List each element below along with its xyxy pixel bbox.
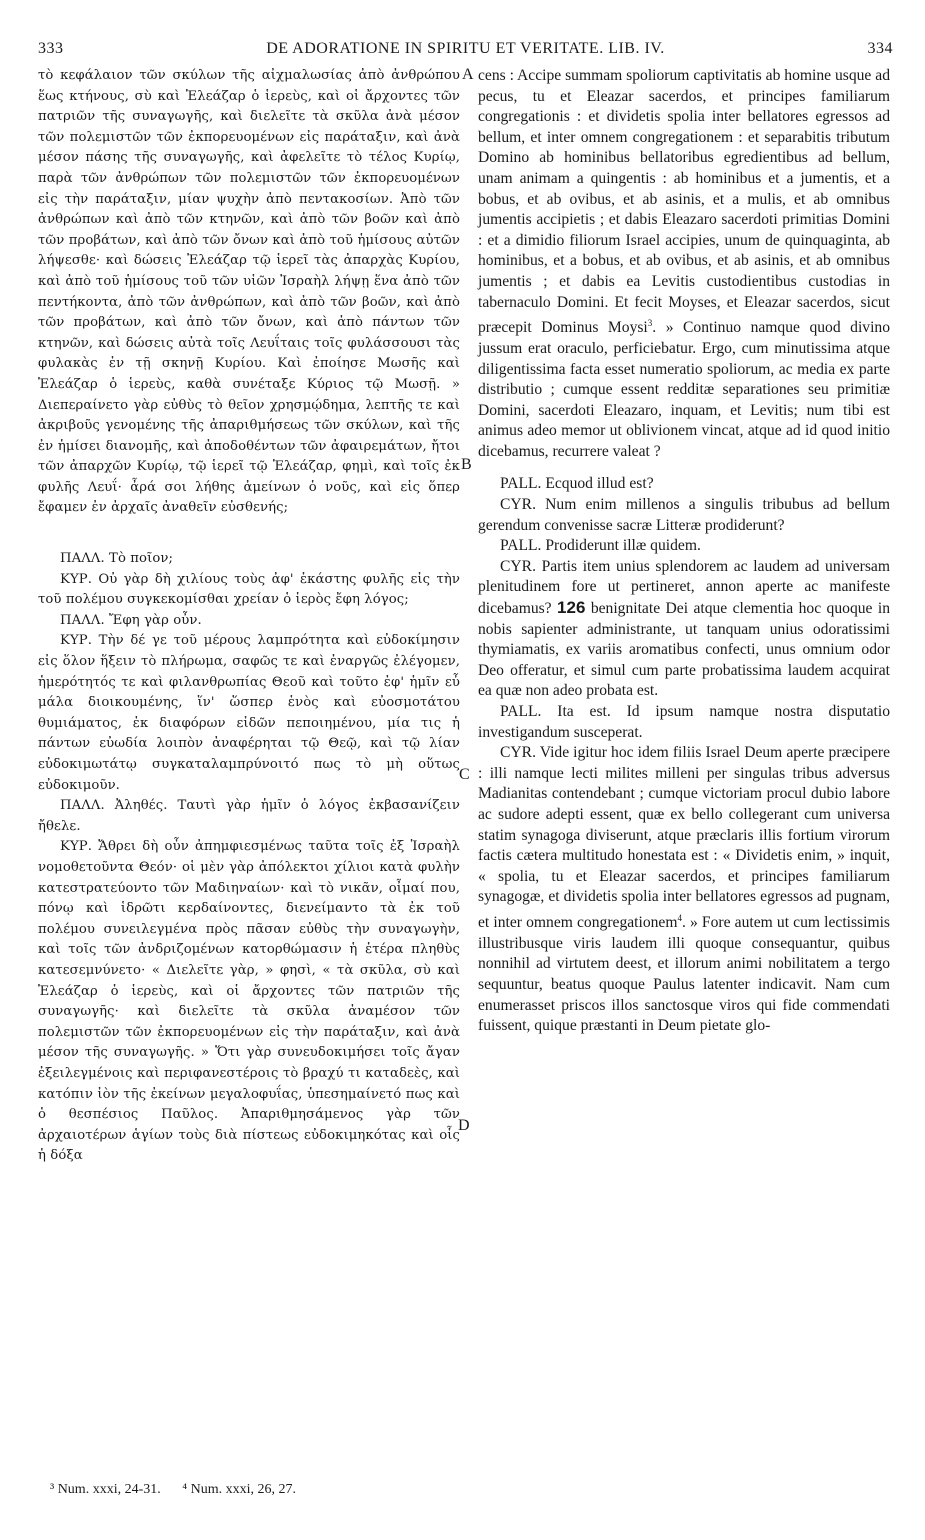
latin-text: benignitate Dei atque clementia hoc quoque in nobis sapienter administrante, ut tanquam unius odoratissimi thymiamatis, ex variis aromatibus confecti, unus omnium odor Deo offeratur, et simul cum parte probatissima laudem acquirat ea quæ non adeo probata est. [478,600,891,700]
greek-paragraph-5: ΚΥΡ. Τὴν δέ γε τοῦ μέρους λαμπρότητα καὶ εὐδοκίμησιν εἰς ὅλον ἥξειν τὸ πλήρωμα, σαφῶς τε καὶ ἐναργῶς ἐλέγομεν, ἡμερότητός τε καὶ φιλανθρωπίας Θεοῦ καὶ τοῦτο ἐφ' ἡμῖν εὖ μάλα διοικουμένης, ἵν' ὥσπερ ἑνὸς καὶ εὐοσμοτάτου θυμιάματος, ἐκ διαφόρων εἰδῶν πεποιημένου, μία τις ἡ πάντων εὐωδία λοιπὸν ἀναφέρηται τῷ Θεῷ, καὶ τῷ λίαν εὐδοκιμωτάτῳ συγκαταλαμπρύνοιτό πως τὸ μὴ οὕτως εὐδοκιμοῦν. [38,633,460,793]
margin-letter-c: C [459,766,470,783]
latin-paragraph-7 [478,743,890,1037]
footnotes [50,1482,314,1498]
greek-paragraph-7: ΚΥΡ. Ἄθρει δὴ οὖν ἀπημφιεσμένως ταῦτα τοῖς ἐξ Ἰσραὴλ νομοθετοῦντα Θεόν· οἱ μὲν γὰρ ἀπόλεκτοι χίλιοι κατὰ φυλὴν κατεστρατεύοντο τῶν Μαδιηναίων· καὶ τὸ νικᾶν, οἶμαί που, πόνῳ καὶ ἱδρῶτι κερδαίνοντες, διενείμαντο τὰ ἐκ τοῦ πολέμου συνειλεγμένα πρὸς πᾶσαν εὐθὺς τὴν συναγωγὴν, καὶ τοῖς τῶν ἀνδριζομένων κατορθώμασιν ἡ ἑτέρα πληθὺς κατεσεμνύνετο· « Διελεῖτε γὰρ, » φησὶ, « τὰ σκῦλα, σὺ καὶ Ἐλεάζαρ ὁ ἱερεὺς, καὶ οἱ ἄρχοντες τῶν πατριῶν τῆς συναγωγῆς· καὶ διελεῖτε τὰ σκῦλα ἀναμέσον τῶν πολεμιστῶν τῶν ἐκπορευομένων εἰς τὴν παράταξιν, καὶ ἀνὰ μέσον τῆς συναγωγῆς. » Ὅτι γὰρ συνευδοκιμήσει τοῖς ἄγαν ἐξειλεγμένοις καὶ περιφανεστέροις τὸ βραχύ τι καταδεὲς, καὶ κατόπιν ἰὸν τῆς ἐκείνων μεγαλοφυΐας, ὑπεσημαίνετό πως καὶ ὁ θεσπέσιος Παῦλος. Ἀπαριθμησάμενος γὰρ τῶν ἀρχαιοτέρων ἁγίων τοὺς διὰ πίστεως εὐδοκιμηκότας καὶ οἷς ἡ δόξα [38,839,460,1164]
latin-text: CYR. Vide igitur hoc idem filiis Israel Deum aperte præcipere : illi namque lecti milites milleni per singulas tribus adversus Madianitas contendebant ; cumque victoriam procul dubio labore ac sudore adepti essent, quæ ex bello collegerant cum universa statim synagoga diviserunt, atque præclaris illis fortium virorum factis cætera multitudo honestata est : « Dividetis enim, » inquit, « spolia, tu et Eleazar sacerdos, et principes familiarum synagogæ, et dividetis spolia inter bellatores egressos ad pugnam, et inter omnem congregationem [478,744,890,932]
greek-paragraph-3: ΚΥΡ. Οὐ γὰρ δὴ χιλίους τοὺς ἀφ' ἑκάστης φυλῆς εἰς τὴν τοῦ πολέμου συγκεκομίσθαι χρείαν ὁ ἱερὸς ἔφη λόγος; [38,571,460,608]
latin-paragraph-6: PALL. Ita est. Id ipsum namque nostra disputatio investigandum susceperat. [478,703,890,741]
latin-paragraph-5 [478,557,890,702]
margin-letter-d: D [458,1117,470,1134]
latin-text: . » Continuo namque quod divino jussum erat oraculo, perficiebatur. Ergo, cum minutissima atque diligentissima facta esset numeratio spoliorum, ac media ex parte distributio ; cumque essent redditæ separationes seu primitiæ Domini, sacerdoti Eleazaro, inquam, et Levitis; num tibi est animus adeo memor ut oblivionem vincat, atque ad id quod initio dicebamus, recurrere valeat ? [478,319,891,460]
footnote-3: ³ Num. xxxi, 24-31. [50,1482,161,1497]
latin-column [478,66,890,1037]
latin-paragraph-2: PALL. Ecquod illud est? [500,475,654,493]
footnote-4: ⁴ Num. xxxi, 26, 27. [182,1482,297,1497]
running-title: DE ADORATIONE IN SPIRITU ET VERITATE. LIB. IV. [266,40,665,57]
margin-letter-b: B [461,456,472,473]
page-header [38,40,893,64]
footnote-ref-3: 3 [647,318,653,329]
latin-paragraph-4: PALL. Prodiderunt illæ quidem. [500,537,701,555]
latin-text: . » Fore autem ut cum lectissimis illustribusque viris laudem illi quoque consequantur, quibus nonnihil ad virtutem deest, et illorum animi nobilitatem a tergo sequuntur, beatus quoque Paulus latenter indicavit. Nam cum enumerasset priscos illos sanctosque viros qui fide commendati fuissent, quique præstanti in Deum pietate glo- [478,914,890,1035]
latin-text: CYR. Partis item unius splendorem ac laudem ad universam plenitudinem fore ut pertineret, annon aperte ac manifeste dicebamus? [478,557,890,618]
latin-text: cens : Accipe summam spoliorum captivitatis ab homine usque ad pecus, tu et Eleazar sacerdos, et principes familiarum congregationis : et dividetis spolia inter bellatores egressos ad bellum, et inter omnem congregationem : et separabitis tributum Domino ab hominibus bellatoribus egredientibus ad bellum, unam animam a quingentis : ab hominibus et a jumentis, et a bobus, et ab ovibus, et ab asinis, et a mulis, et ab omnibus jumentis accipietis ; et dabis Eleazaro sacerdoti primitias Domini : et a dimidio filiorum Israel accipies, unum de quinquaginta, ab hominibus, et a bobus, et ab ovibus, et ab asinis, et ab omnibus jumentis ; et dabis ea Levitis custodientibus custodias in tabernaculo Domini. Et fecit Moyses, et Eleazar sacerdos, sicut præcepit Dominus Moysi [478,67,890,337]
left-page-number: 333 [38,40,64,57]
greek-paragraph-1: τὸ κεφάλαιον τῶν σκύλων τῆς αἰχμαλωσίας ἀπὸ ἀνθρώπου ἕως κτήνους, σὺ καὶ Ἐλεάζαρ ὁ ἱερεὺς, καὶ οἱ ἄρχοντες τῶν πατριῶν τῆς συναγωγῆς, καὶ διελεῖτε τὰ σκῦλα ἀνὰ μέσον τῶν πολεμιστῶν τῶν ἐκπορευομένων εἰς παράταξιν, καὶ ἀνὰ μέσον πάσης τῆς συναγωγῆς, καὶ ἀφελεῖτε τὸ τέλος Κυρίῳ, παρὰ τῶν ἀνθρώπων τῶν πολεμιστῶν τῶν ἐκπορευομένων εἰς τὴν παράταξιν, μίαν ψυχὴν ἀπὸ πεντακοσίων. Ἀπὸ τῶν ἀνθρώπων καὶ ἀπὸ τῶν κτηνῶν, καὶ ἀπὸ τῶν βοῶν καὶ ἀπὸ τῶν προβάτων, καὶ ἀπὸ τῶν ὄνων καὶ ἀπὸ τοῦ ἡμίσους αὐτῶν λήψεσθε· καὶ δώσεις Ἐλεάζαρ τῷ ἱερεῖ τὰς ἀπαρχὰς Κυρίου, καὶ ἀπὸ τοῦ ἡμίσους τοῦ τῶν υἱῶν Ἰσραὴλ λήψῃ ἕνα ἀπὸ τῶν πεντήκοντα, ἀπὸ τῶν ἀνθρώπων, καὶ ἀπὸ τῶν βοῶν, καὶ ἀπὸ τῶν προβάτων, καὶ ἀπὸ τῶν ὄνων, καὶ ἀπὸ πάντων τῶν κτηνῶν, καὶ δώσεις αὐτὰ τοῖς Λευΐταις τοῖς φυλάσσουσι τὰς φυλακὰς ἐν τῇ σκηνῇ Κυρίου. Καὶ ἐποίησε Μωσῆς καὶ Ἐλεάζαρ ὁ ἱερεὺς, καθὰ συνέταξε Κύριος τῷ Μωσῇ. » Διεπεραίνετο γὰρ εὐθὺς τὸ θεῖον χρησμῴδημα, λεπτῆς τε καὶ ἀκριβοῦς γενομένης τῆς ἀπαριθμήσεως τῶν σκύλων, καὶ τῆς ἐν ἡμίσει διανομῆς, καὶ ἀποδοθέντων τῶν ἀφαιρεμάτων, ἤτοι τῶν ἀπαρχῶν Κυρίῳ, τῷ ἱερεῖ τῷ Ἐλεάζαρ, φημὶ, καὶ τοῖς ἐκ φυλῆς Λευΐ· ἆρά σοι λήθης ἀμείνων ὁ νοῦς, καὶ εἰς ὅπερ ἔφαμεν ἐν ἀρχαῖς ἀναθεῖν εὐσθενής; [38,68,460,516]
greek-paragraph-2: ΠΑΛΛ. Τὸ ποῖον; [60,551,174,567]
footnote-ref-4: 4 [677,912,682,923]
greek-paragraph-6: ΠΑΛΛ. Ἀληθές. Ταυτὶ γὰρ ἡμῖν ὁ λόγος ἐκβασανίζειν ἤθελε. [38,798,460,834]
greek-column [38,66,460,1167]
column-number: 126 [557,598,586,618]
latin-paragraph-1 [478,66,890,462]
margin-letter-a: A [462,66,474,83]
latin-paragraph-3: CYR. Num enim millenos a singulis tribubus ad bellum gerendum convenisse sacræ Litteræ prodiderunt? [478,496,890,534]
right-page-number: 334 [867,40,893,57]
greek-paragraph-4: ΠΑΛΛ. Ἔφη γὰρ οὖν. [60,612,202,628]
